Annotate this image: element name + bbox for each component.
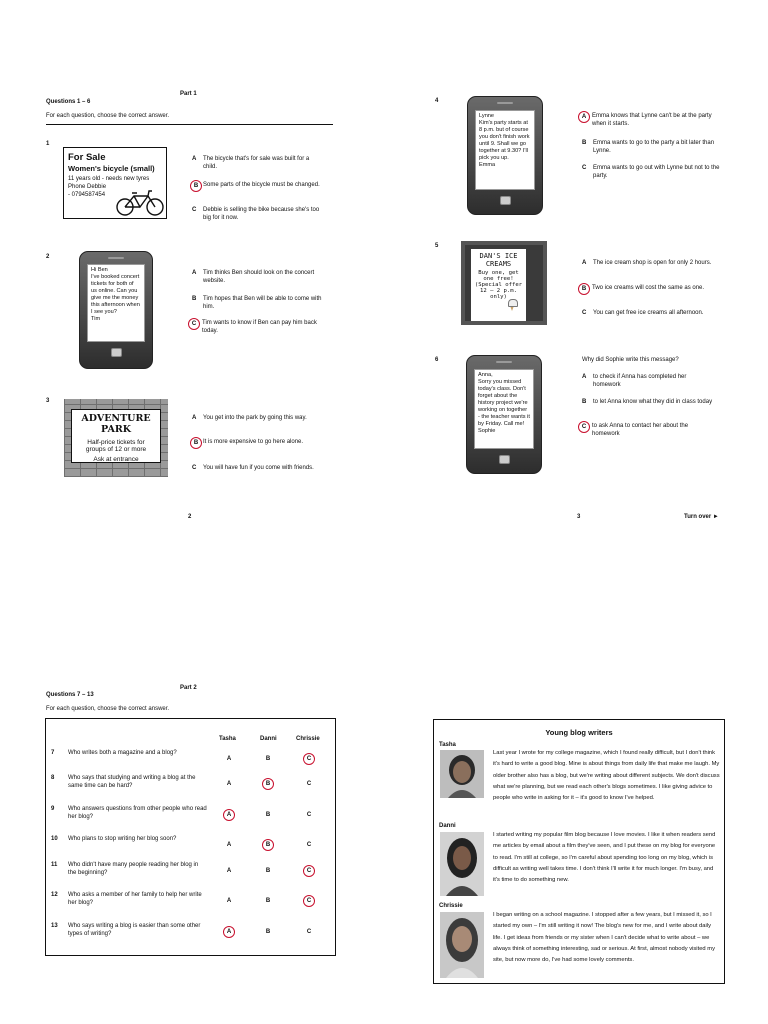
question-number: 11 xyxy=(51,862,58,868)
q1-sign-line1: 11 years old - needs new tyres xyxy=(68,176,150,182)
q3-sign-line2: groups of 12 or more xyxy=(85,446,147,453)
divider xyxy=(46,124,333,125)
speaker xyxy=(497,102,513,104)
q2-number: 2 xyxy=(46,254,50,260)
answer-circle: C xyxy=(303,895,315,907)
option-b[interactable] xyxy=(262,859,274,877)
part2-questions-label: Questions 7 – 13 xyxy=(46,692,94,698)
q3-brick-wall xyxy=(64,399,168,477)
answer-circle: B xyxy=(262,839,274,851)
option-c[interactable] xyxy=(303,772,315,790)
q2-option-c[interactable]: C Tim wants to know if Ben can pay him back today. xyxy=(188,318,328,330)
q5-sign-line4: one free! xyxy=(483,276,514,282)
answer-circle: B xyxy=(262,778,274,790)
option-letter: B xyxy=(265,929,271,935)
q6-phone xyxy=(466,355,542,474)
speaker xyxy=(108,257,124,259)
q5-sign-line7: only) xyxy=(490,294,507,300)
answer-circle: C xyxy=(303,865,315,877)
q4-phone xyxy=(467,96,543,215)
question-number: 13 xyxy=(51,923,58,929)
option-a[interactable] xyxy=(223,859,235,877)
answer-circle: C xyxy=(303,753,315,765)
q5-sign-line6: 12 – 2 p.m. xyxy=(479,288,518,294)
q1-number: 1 xyxy=(46,141,50,147)
q6-number: 6 xyxy=(435,357,439,363)
q3-sign xyxy=(71,409,161,463)
answer-circle: C xyxy=(188,318,200,330)
q6-message: Anna, Sorry you missed today's class. Don't forget about the history project we're working on together - the teacher wants it by Friday. Call me! Sophie xyxy=(474,369,534,449)
q4-number: 4 xyxy=(435,98,439,104)
home-button xyxy=(499,455,510,464)
q1-sign-title: For Sale xyxy=(68,152,106,163)
q3-option-b[interactable]: B It is more expensive to go here alone. xyxy=(190,437,330,449)
q1-sign-line3: - 0794587454 xyxy=(68,192,106,198)
option-letter: A xyxy=(226,842,232,848)
option-b[interactable] xyxy=(262,920,274,938)
question-text: Who answers questions from other people who read her blog? xyxy=(68,806,207,820)
option-letter: A xyxy=(226,756,232,762)
part2-title: Part 2 xyxy=(180,685,197,691)
option-c[interactable] xyxy=(303,920,315,938)
q1-sign xyxy=(63,147,167,219)
question-number: 8 xyxy=(51,775,55,781)
question-text: Who writes both a magazine and a blog? xyxy=(68,750,177,756)
q3-number: 3 xyxy=(46,398,50,404)
header-chrissie: Chrissie xyxy=(296,736,320,742)
q5-sign-line1: DAN'S ICE xyxy=(479,252,518,260)
blog-box xyxy=(433,719,725,984)
q6-question: Why did Sophie write this message? xyxy=(582,357,679,363)
q3-sign-line3: Ask at entrance xyxy=(93,456,139,463)
answer-circle: B xyxy=(578,283,590,295)
option-c[interactable] xyxy=(303,859,315,877)
q4-option-a[interactable]: A Emma knows that Lynne can't be at the party when it starts. xyxy=(578,111,728,123)
part1-title: Part 1 xyxy=(180,91,197,97)
q1-sign-item: Women's bicycle (small) xyxy=(68,164,155,173)
answer-circle: A xyxy=(578,111,590,123)
q5-shop-window xyxy=(461,241,547,325)
writer-text-danni: I started writing my popular film blog because I love movies. I like it when readers send me articles by email about a film they've seen, and I put these on my blog for everyone to read. I'm still at college, so I'm careful about spending too long on my blog, which is difficult as writing well takes time. I don't think I'll write it for much longer. I'm busy, and it's time to do something new. xyxy=(493,832,716,884)
option-letter: B xyxy=(265,898,271,904)
part1-instruction: For each question, choose the correct answer. xyxy=(46,113,170,119)
speaker xyxy=(496,361,512,363)
q6-option-c[interactable]: C to ask Anna to contact her about the homework xyxy=(578,421,728,433)
part1-questions-label: Questions 1 – 6 xyxy=(46,99,91,105)
option-b[interactable] xyxy=(262,803,274,821)
option-letter: B xyxy=(265,868,271,874)
q1-sign-line2: Phone Debbie xyxy=(68,184,107,190)
option-letter: B xyxy=(265,812,271,818)
bicycle-icon xyxy=(116,188,164,216)
q5-sign-line3: Buy one, get xyxy=(478,270,519,276)
option-b[interactable] xyxy=(262,772,274,790)
q4-message: Lynne Kim's party starts at 8 p.m. but of course you don't finish work until 9. Shall we go together at 9.30? I'll pick you up. Emma xyxy=(475,110,535,190)
chrissie-photo xyxy=(440,912,484,978)
option-a[interactable] xyxy=(223,772,235,790)
option-a[interactable] xyxy=(223,920,235,938)
question-number: 10 xyxy=(51,836,58,842)
option-c[interactable] xyxy=(303,833,315,851)
q5-number: 5 xyxy=(435,243,439,249)
question-text: Who plans to stop writing her blog soon? xyxy=(68,836,177,842)
question-number: 9 xyxy=(51,806,55,812)
q5-sign-line5: (Special offer xyxy=(474,282,523,288)
option-letter: A xyxy=(226,781,232,787)
q2-message: Hi Ben I've booked concert tickets for both of us online. Can you give me the money this afternoon when I see you? Tim xyxy=(87,264,145,342)
answer-circle: B xyxy=(190,437,202,449)
page-number-right: 3 xyxy=(577,514,581,520)
option-a[interactable] xyxy=(223,803,235,821)
home-button xyxy=(111,348,122,357)
option-a[interactable] xyxy=(223,833,235,851)
q2-phone xyxy=(79,251,153,369)
writer-text-chrissie: I began writing on a school magazine. I stopped after a few years, but I missed it, so I started my own – I'm still writing it now! The blog's new for me, and I write about daily life. I get ideas from friends or my sister when I can't decide what to write about – we always think of something interesting, sad or serious. At first, almost nobody visited my site, but now more do, I've had some lovely comments. xyxy=(493,912,715,964)
option-b[interactable] xyxy=(262,889,274,907)
part2-question-box xyxy=(45,718,336,956)
option-c[interactable] xyxy=(303,889,315,907)
answer-circle: C xyxy=(578,421,590,433)
option-letter: A xyxy=(226,898,232,904)
answer-circle: A xyxy=(223,809,235,821)
option-a[interactable] xyxy=(223,747,235,765)
option-c[interactable] xyxy=(303,747,315,765)
q1-option-b[interactable]: B Some parts of the bicycle must be changed. xyxy=(190,180,330,192)
writer-text-tasha: Last year I wrote for my college magazine, which I found really difficult, but I don't think it's hard to write a good blog. Mine is about things from daily life that make me laugh. My older brother also has a blog, but we're writing about different subjects. We don't discuss what we're planning, but we read each other's blogs sometimes. I like giving advice to people who write in asking for it – it's good to know I've helped. xyxy=(493,750,720,802)
option-b[interactable] xyxy=(262,833,274,851)
question-number: 7 xyxy=(51,750,55,756)
option-letter: C xyxy=(306,781,312,787)
question-text: Who asks a member of her family to help her write her blog? xyxy=(68,892,202,906)
danni-photo xyxy=(440,832,484,896)
option-letter: C xyxy=(306,929,312,935)
tasha-photo xyxy=(440,750,484,798)
page-number-left: 2 xyxy=(188,514,192,520)
option-c[interactable] xyxy=(303,803,315,821)
writer-name-chrissie: Chrissie xyxy=(439,903,463,909)
q5-sign xyxy=(471,249,526,321)
q5-sign-line2: CREAMS xyxy=(485,260,512,268)
option-letter: B xyxy=(265,756,271,762)
q3-sign-line1: Half-price tickets for xyxy=(87,439,145,446)
option-letter: C xyxy=(306,812,312,818)
ice-cream-scoop xyxy=(508,299,518,307)
answer-circle: A xyxy=(223,926,235,938)
part2-instruction: For each question, choose the correct answer. xyxy=(46,706,170,712)
option-b[interactable] xyxy=(262,747,274,765)
option-letter: C xyxy=(306,842,312,848)
header-tasha: Tasha xyxy=(219,736,236,742)
q3-sign-title: ADVENTURE PARK xyxy=(81,413,151,435)
turn-over: Turn over ► xyxy=(684,514,719,520)
option-a[interactable] xyxy=(223,889,235,907)
writer-name-tasha: Tasha xyxy=(439,742,456,748)
q5-option-b[interactable]: B Two ice creams will cost the same as one. xyxy=(578,283,728,295)
header-danni: Danni xyxy=(260,736,277,742)
question-number: 12 xyxy=(51,892,58,898)
answer-circle: B xyxy=(190,180,202,192)
writer-name-danni: Danni xyxy=(439,823,456,829)
home-button xyxy=(500,196,511,205)
question-text: Who says writing a blog is easier than some other types of writing? xyxy=(68,923,201,937)
blog-title: Young blog writers xyxy=(545,728,613,737)
question-text: Who didn't have many people reading her blog in the beginning? xyxy=(68,862,199,876)
option-letter: A xyxy=(226,868,232,874)
question-text: Who says that studying and writing a blog at the same time can be hard? xyxy=(68,775,196,789)
